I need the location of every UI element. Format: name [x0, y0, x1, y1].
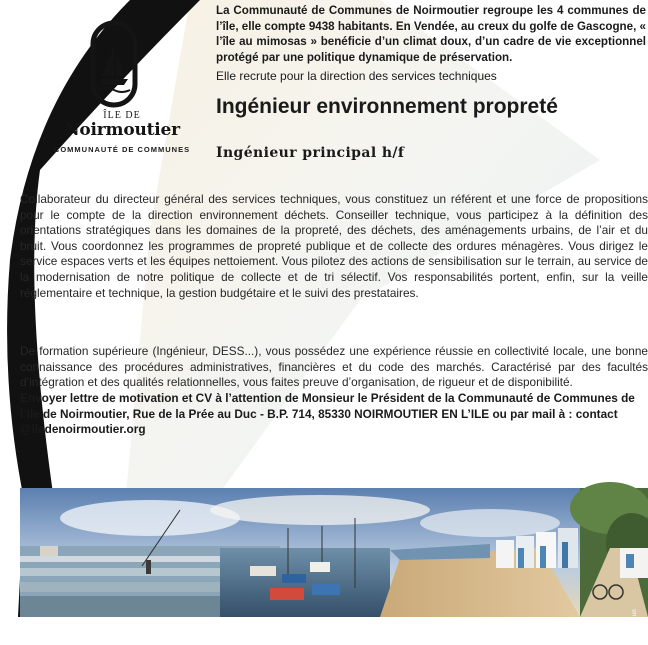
body-paragraph-missions: Collaborateur du directeur général des services techniques, vous constituez un référent et une force de propositions pour le compte de la direction environnement déchets. Conseiller technique, vous participez à la définition des orientations stratégiques dans les domaines de la propreté, des déchets, des aménagements urbains, de l’air et du bruit. Vous coordonnez les programmes de propreté publique et de collecte des ordures ménagères. Vous dirigez le service espaces verts et les équipes nettoiement. Vous pilotez des actions de sensibilisation sur le terrain, au service de la modernisation de notre politique de collecte et de tri sélectif. Vos responsabilités portent, enfin, sur la veille réglementaire et technique, la gestion budgétaire et le suivi des prestataires.	[20, 192, 648, 300]
logo-emblem-icon	[90, 20, 138, 108]
logo	[42, 20, 202, 160]
recruitment-line: Elle recrute pour la direction des services techniques	[216, 69, 497, 83]
logo-ile-text: ÎLE DE	[103, 110, 141, 121]
logo-subtitle: COMMUNAUTÉ DE COMMUNES	[53, 145, 191, 154]
body-paragraph-profile: De formation supérieure (Ingénieur, DESS...), vous possédez une expérience réussie en collectivité locale, une bonne connaissance des procédures administratives, financières et du code des marchés. Caractérisé par des facultés d’intégration et des qualités relationnelles, vous faites preuve d’organisation, de rigueur et de disponibilité.	[20, 344, 648, 390]
panorama-illustration	[20, 488, 648, 617]
job-title: Ingénieur environnement propreté	[216, 95, 558, 118]
job-grade: Ingénieur principal h/f	[216, 145, 405, 161]
contact-paragraph: Envoyer lettre de motivation et CV à l’attention de Monsieur le Président de la Communauté de Communes de l’Ile de Noirmoutier, Rue de la Prée au Duc - B.P. 714, 85330 NOIRMOUTIER EN L’ILE ou par mail à : contact @iledenoirmoutier.org	[20, 391, 635, 437]
island-panorama-photo	[20, 488, 648, 645]
intro-paragraph: La Communauté de Communes de Noirmoutier regroupe les 4 communes de l’île, elle compte 9438 habitants. En Vendée, au creux du golfe de Gascogne, « l’île au mimosas » benéficie d’un climat doux, d’un cadre de vie exceptionnel protégé par une politique dynamique de préservation.	[216, 4, 646, 64]
photo-credit: © Sam Brun	[632, 609, 638, 645]
logo-name: Noirmoutier	[64, 120, 180, 140]
